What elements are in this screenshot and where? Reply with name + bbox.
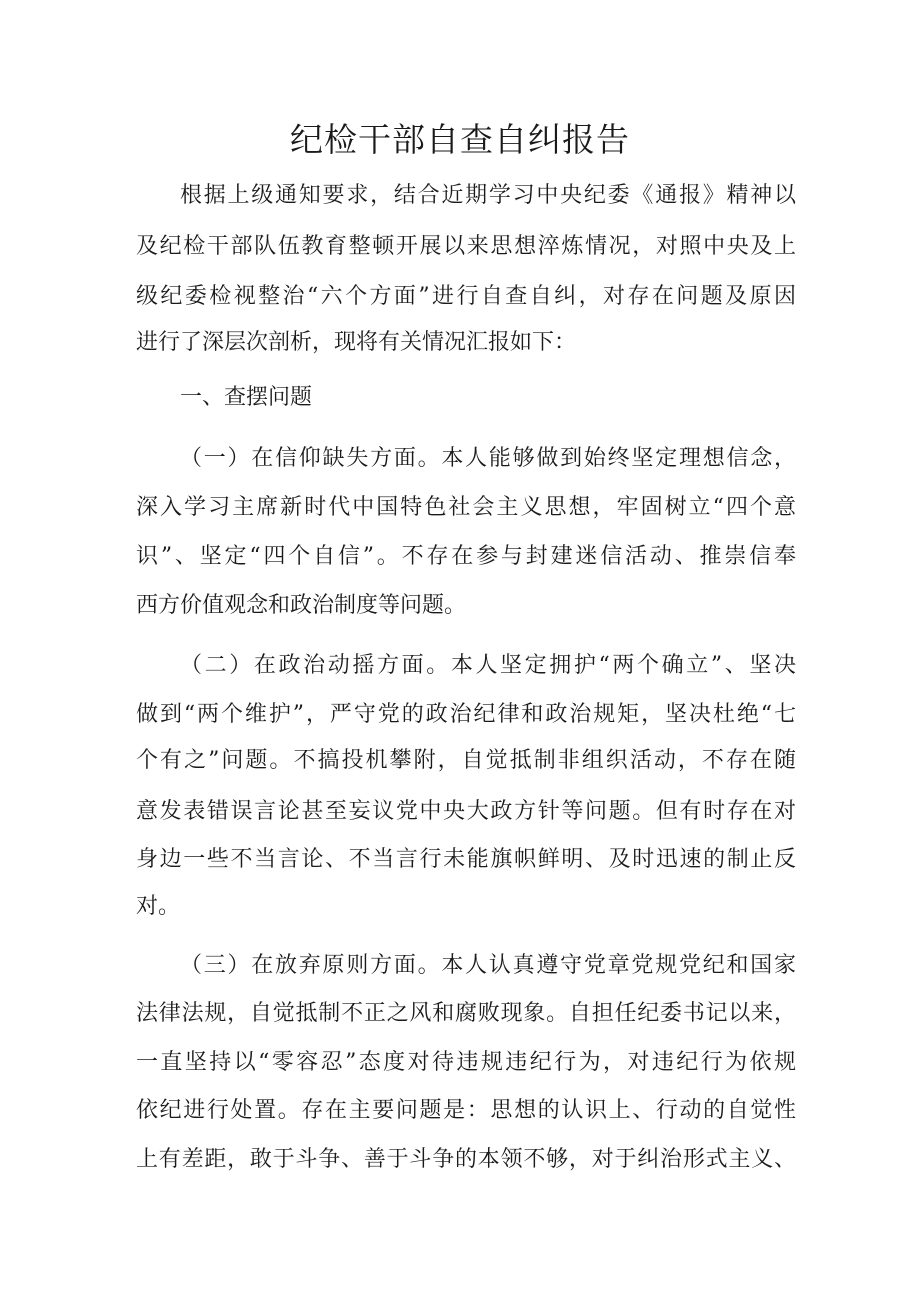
paragraph-line: 西方价值观念和政治制度等问题。 bbox=[136, 593, 467, 618]
paragraph-line: 意发表错误言论甚至妄议党中央大政方针等问题。但有时存在对 bbox=[136, 799, 796, 824]
paragraph-line: （二）在政治动摇方面。本人坚定拥护“两个确立”、坚决 bbox=[180, 653, 796, 678]
paragraph-line: （一）在信仰缺失方面。本人能够做到始终坚定理想信念， bbox=[180, 446, 796, 471]
paragraph-line: 一直坚持以“零容忍”态度对待违规违纪行为，对违纪行为依规 bbox=[136, 1050, 796, 1075]
paragraph-line: （三）在放弃原则方面。本人认真遵守党章党规党纪和国家 bbox=[180, 953, 796, 978]
section-heading: 一、查摆问题 bbox=[180, 385, 313, 410]
paragraph-line: 深入学习主席新时代中国特色社会主义思想，牢固树立“四个意 bbox=[136, 495, 796, 520]
paragraph-line: 依纪进行处置。存在主要问题是：思想的认识上、行动的自觉性 bbox=[136, 1098, 796, 1123]
document-title: 纪检干部自查自纠报告 bbox=[290, 120, 630, 159]
paragraph-line: 法律法规，自觉抵制不正之风和腐败现象。自担任纪委书记以来， bbox=[136, 1001, 796, 1026]
paragraph-line: 根据上级通知要求，结合近期学习中央纪委《通报》精神以 bbox=[180, 183, 796, 208]
paragraph-line: 对。 bbox=[136, 894, 181, 919]
paragraph-line: 上有差距，敢于斗争、善于斗争的本领不够，对于纠治形式主义、 bbox=[136, 1147, 796, 1172]
paragraph-line: 个有之”问题。不搞投机攀附，自觉抵制非组织活动，不存在随 bbox=[136, 748, 796, 773]
paragraph-line: 识”、坚定“四个自信”。不存在参与封建迷信活动、推崇信奉 bbox=[136, 544, 796, 569]
paragraph-line: 进行了深层次剖析，现将有关情况汇报如下： bbox=[136, 330, 577, 355]
paragraph-line: 做到“两个维护”，严守党的政治纪律和政治规矩，坚决杜绝“七 bbox=[136, 702, 796, 727]
paragraph-line: 及纪检干部队伍教育整顿开展以来思想淬炼情况，对照中央及上 bbox=[136, 234, 796, 259]
paragraph-line: 身边一些不当言论、不当言行未能旗帜鲜明、及时迅速的制止反 bbox=[136, 847, 796, 872]
paragraph-line: 级纪委检视整治“六个方面”进行自查自纠，对存在问题及原因 bbox=[136, 284, 796, 309]
